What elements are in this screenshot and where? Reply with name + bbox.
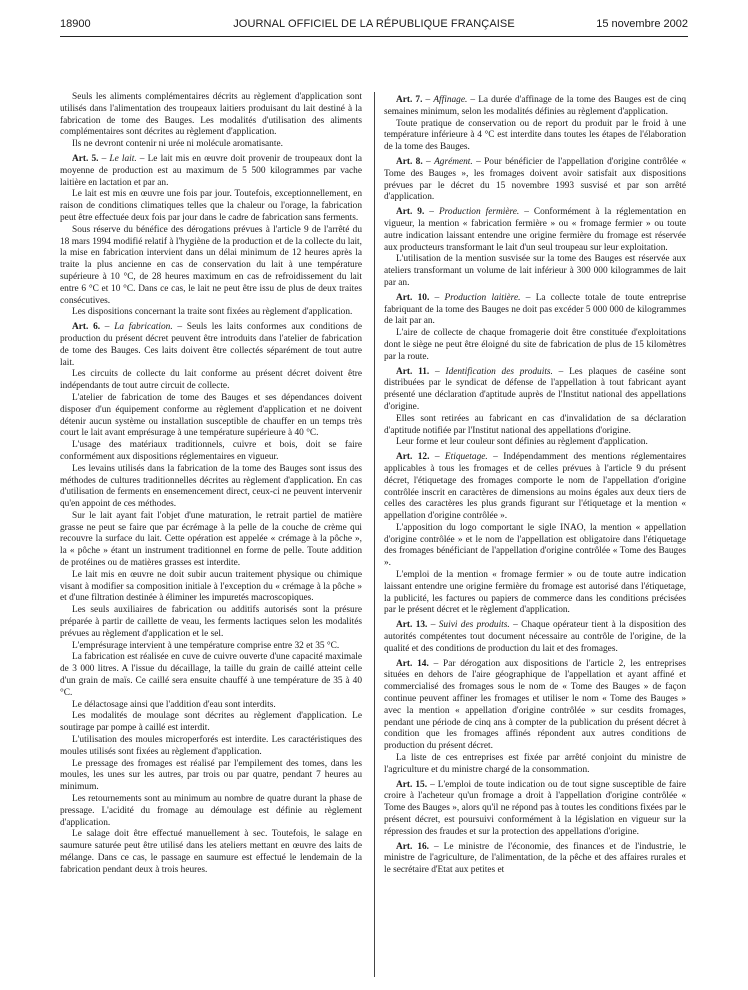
- article-title: Affinage.: [433, 95, 468, 105]
- paragraph-text: Sur le lait ayant fait l'objet d'une maturation, le retrait partiel de matière grasse ne peut se faire que par écrémage à la pelle de la couche de crème qui recouvre la surface du lait. Cette opération est appelée « crémage à la pôche », la « pôche » étant un instrument traditionnel en forme de pelle. Toute addition de protéines ou de matières grasses est interdite.: [60, 510, 362, 569]
- paragraph-text: L'emploi de la mention « fromage fermier » ou de toute autre indication laissant entendre une origine fermière du fromage est autorisé dans l'étiquetage, la publicité, les factures ou papiers de commerce dans les conditions précisées par le présent décret et le règlement d'application.: [384, 570, 686, 616]
- article-paragraph: Art. 11. – Identification des produits. – Les plaques de caséine sont distribuées par le syndicat de défense de l'appellation à tout fabricant ayant présenté une déclaration d'aptitude auprès de l'Institut national des appellations d'origine.: [384, 366, 687, 412]
- paragraph-text: Le lait mis en œuvre doit provenir de troupeaux dont la moyenne de production est au maximum de 5 500 kilogrammes par vache laitière en lactation et par an.: [60, 153, 363, 188]
- paragraph: [384, 570, 686, 617]
- paragraph-text: L'utilisation des moules microperforés est interdite. Les caractéristiques des moules utilisés sont fixées au règlement d'application.: [60, 735, 362, 757]
- paragraph: [60, 369, 362, 393]
- article-label: Art. 9.: [396, 207, 425, 218]
- article-paragraph: Art. 6. – La fabrication. – Seuls les laits conformes aux conditions de production du présent décret peuvent être introduits dans l'atelier de fabrication de tome des Bauges. Ces laits doivent être collectés séparément de tout autre lait.: [60, 322, 363, 368]
- paragraph: [384, 523, 686, 570]
- paragraph: [60, 641, 362, 653]
- article-label: Art. 6.: [72, 322, 101, 333]
- paragraph: [384, 437, 686, 449]
- paragraph-text: L'emprésurage intervient à une température comprise entre 32 et 35 °C.: [72, 640, 340, 651]
- paragraph: [60, 759, 362, 794]
- article-label: Art. 5.: [72, 153, 99, 164]
- article-paragraph: Art. 13. – Suivi des produits. – Chaque opérateur tient à la disposition des autorités compétentes tout document nécessaire au contrôle de l'origine, de la qualité et des conditions de production du lait et des fromages.: [384, 620, 686, 654]
- page-header: [60, 8, 688, 28]
- article-label: Art. 14.: [396, 658, 429, 669]
- article-title: La fabrication.: [114, 322, 173, 333]
- page-number: 18900: [60, 18, 91, 30]
- article-title: Production laitière.: [444, 292, 521, 303]
- article-paragraph: Art. 5. – Le lait. – Le lait mis en œuvre doit provenir de troupeaux dont la moyenne de production est au maximum de 5 500 kilogrammes par vache laitière en lactation et par an.: [60, 153, 363, 188]
- paragraph-text: Indépendamment des mentions réglementaires applicables à tous les fromages et de celles prévues à l'article 9 du présent décret, l'étiquetage des fromages comporte le nom de l'appellation d'origine contrôlée inscrit en caractères de dimensions au moins égales aux deux tiers de celles des caractères les plus grands figurant sur l'étiquetage et la mention « appellation d'origine contrôlée ».: [384, 452, 687, 522]
- paragraph: [384, 119, 686, 154]
- paragraph-text: La collecte totale de toute entreprise fabriquant de la tome des Bauges ne doit pas excéder 5 000 000 de kilogrammes de lait par an.: [384, 292, 687, 327]
- article-title: Production fermière.: [438, 207, 520, 218]
- journal-title: JOURNAL OFFICIEL DE LA RÉPUBLIQUE FRANÇAISE: [233, 18, 515, 30]
- article-paragraph: Art. 12. – Etiquetage. – Indépendamment des mentions réglementaires applicables à tous les fromages et de celles prévues à l'article 9 du présent décret, l'étiquetage des fromages comporte le nom de l'appellation d'origine contrôlée inscrit en caractères de dimensions au moins égales aux deux tiers de celles des caractères les plus grands figurant sur l'étiquetage et la mention « appellation d'origine contrôlée ».: [384, 452, 687, 522]
- paragraph-text: Ils ne devront contenir ni urée ni molécule aromatisante.: [72, 139, 283, 150]
- paragraph-text: Les levains utilisés dans la fabrication de la tome des Bauges sont issus des méthodes de cultures traditionnelles décrites au règlement d'application. En cas d'utilisation de ferments en ensemencement direct, ceux-ci ne peuvent intervenir qu'en appoint de ces méthodes.: [60, 463, 362, 510]
- article-paragraph: Art. 14. – Par dérogation aux dispositions de l'article 2, les entreprises situées en dehors de l'aire géographique de l'appellation et ayant affiné et commercialisé des fromages sous le nom de « Tome des Bauges » de façon continue peuvent affiner les fromages et utiliser le nom « Tome des Bauges » avec la mention « appellation d'origine contrôlée » sur cesdits fromages, pendant une période de cinq ans à compter de la publication du présent décret à condition que les fromages affinés répondent aux autres conditions de production du présent décret.: [384, 658, 687, 752]
- paragraph-text: La durée d'affinage de la tome des Bauges est de cinq semaines minimum, selon les modalités définies au règlement d'application.: [384, 95, 687, 117]
- paragraph-text: Pour bénéficier de l'appellation d'origine contrôlée « Tome des Bauges », les fromages doivent avoir satisfait aux dispositions prévues par le décret du 15 novembre 1993 susvisé et par son arrêté d'application.: [384, 156, 687, 203]
- paragraph: [384, 414, 686, 438]
- article-title: Identification des produits.: [445, 366, 553, 377]
- paragraph-text: Conformément à la réglementation en vigueur, la mention « fabrication fermière » ou « fromage fermier » ou toute autre indication laissant entendre une origine fermière du fromage est réservée aux producteurs transformant le lait d'un seul troupeau sur leur exploitation.: [384, 207, 687, 253]
- paragraph-text: Par dérogation aux dispositions de l'article 2, les entreprises situées en dehors de l'aire géographique de l'appellation et ayant affiné et commercialisé des fromages sous le nom de « Tome des Bauges » de façon continue peuvent affiner les fromages et utiliser le nom « Tome des Bauges » avec la mention « appellation d'origine contrôlée » sur cesdits fromages, pendant une période de cinq ans à compter de la publication du présent décret à condition que les fromages affinés répondent aux autres conditions de production du présent décret.: [384, 658, 687, 752]
- paragraph: [384, 328, 686, 363]
- paragraph: [60, 307, 362, 319]
- article-label: Art. 15.: [396, 779, 428, 790]
- paragraph: [60, 440, 362, 464]
- article-paragraph: Art. 16. – Le ministre de l'économie, des finances et de l'industrie, le ministre de l'agriculture, de l'alimentation, de la pêche et des affaires rurales et le secrétaire d'Etat aux petites et: [384, 841, 687, 876]
- paragraph-text: Seuls les laits conformes aux conditions de production du présent décret peuvent être introduits dans l'atelier de fabrication de tome des Bauges. Ces laits doivent être collectés séparément de tout autre lait.: [60, 322, 363, 368]
- paragraph-text: Le lait mis en œuvre ne doit subir aucun traitement physique ou chimique visant à modifier sa composition initiale à l'exception du « crémage à la pôche » et d'une filtration destinée à éliminer les impuretés macroscopiques.: [60, 569, 362, 604]
- article-label: Art. 10.: [396, 292, 430, 303]
- paragraph-text: Le salage doit être effectué manuellement à sec. Toutefois, le salage en saumure saturée peut être utilisé dans les ateliers mettant en œuvre des laits de mélange. Dans ce cas, le passage en saumure est effectué le lendemain de la fabrication pendant deux à trois heures.: [60, 829, 362, 875]
- paragraph-text: L'atelier de fabrication de tome des Bauges et ses dépendances doivent disposer d'un équipement conforme au règlement d'application et ne doivent détenir aucun système ou installation susceptible de chauffer en un temps très court le lait avant emprésurage à une température supérieure à 40 °C.: [60, 392, 362, 439]
- paragraph: [60, 829, 362, 876]
- right-column: [384, 92, 686, 877]
- paragraph-text: Chaque opérateur tient à la disposition des autorités compétentes tout document nécessaire au contrôle de l'origine, de la qualité et des conditions de production du lait et des fromages.: [384, 620, 686, 654]
- paragraph-text: Les plaques de caséine sont distribuées par le syndicat de défense de l'appellation à tout fabricant ayant présenté une déclaration d'aptitude auprès de l'Institut national des appellations d'origine.: [384, 366, 687, 412]
- article-label: Art. 16.: [396, 841, 430, 852]
- paragraph: [60, 139, 362, 151]
- header-rule: [60, 36, 688, 37]
- article-title: Le lait.: [109, 153, 137, 164]
- paragraph-text: Les seuls auxiliaires de fabrication ou additifs autorisés sont la présure préparée à partir de caillette de veau, les ferments lactiques selon les modalités prévues au règlement d'application et le sel.: [60, 605, 362, 639]
- paragraph-text: Les modalités de moulage sont décrites au règlement d'application. Le soutirage par pompe à caillé est interdit.: [60, 711, 362, 734]
- paragraph: [60, 652, 362, 699]
- column-divider: [374, 92, 375, 977]
- article-paragraph: Art. 10. – Production laitière. – La collecte totale de toute entreprise fabriquant de la tome des Bauges ne doit pas excéder 5 000 000 de kilogrammes de lait par an.: [384, 292, 687, 327]
- paragraph-text: Seuls les aliments complémentaires décrits au règlement d'application sont utilisés dans l'alimentation des troupeaux laitiers produisant du lait destiné à la fabrication de tome des Bauges. Les modalités d'utilisation des aliments complémentaires sont décrites au règlement d'application.: [60, 92, 362, 138]
- paragraph: [60, 464, 362, 511]
- article-label: Art. 11.: [396, 366, 430, 377]
- paragraph-text: L'utilisation de la mention susvisée sur la tome des Bauges est réservée aux ateliers transformant un volume de lait inférieur à 300 000 kilogrammes de lait par an.: [384, 254, 686, 288]
- paragraph: [60, 570, 362, 605]
- paragraph-text: Le lait est mis en œuvre une fois par jour. Toutefois, exceptionnellement, en raison de conditions climatiques telles que la chaleur ou l'orage, la fabrication peut être effectuée deux fois par jour dans le cadre de fabrication sans ferments.: [60, 189, 362, 223]
- paragraph-text: Le ministre de l'économie, des finances et de l'industrie, le ministre de l'agriculture, de l'alimentation, de la pêche et des affaires rurales et le secrétaire d'Etat aux petites et: [384, 841, 687, 876]
- paragraph: [60, 794, 362, 829]
- paragraph-text: Les retournements sont au minimum au nombre de quatre durant la phase de pressage. L'acidité du fromage au démoulage est définie au règlement d'application.: [60, 794, 362, 828]
- paragraph: [60, 605, 362, 640]
- article-title: Agrément.: [434, 156, 473, 167]
- paragraph: [60, 189, 362, 224]
- paragraph-text: Le pressage des fromages est réalisé par l'empilement des tomes, dans les moules, les unes sur les autres, par trois ou par quatre, pendant 7 heures au minimum.: [60, 758, 362, 793]
- article-label: Art. 12.: [396, 452, 430, 463]
- article-title: Etiquetage.: [444, 452, 488, 463]
- paragraph-text: Leur forme et leur couleur sont définies au règlement d'application.: [396, 437, 648, 448]
- paragraph-text: Sous réserve du bénéfice des dérogations prévues à l'article 9 de l'arrêté du 18 mars 1994 modifié relatif à l'hygiène de la production et de la collecte du lait, la mise en fabrication intervient dans un délai minimum de 12 heures après la traite la plus ancienne en cas de conservation du lait à une température supérieure à 10 °C, de 28 heures maximum en cas de refroidissement du lait entre 6 °C et 10 °C. Dans ce cas, le lait ne peut être issu de plus de deux traites consécutives.: [60, 224, 362, 306]
- paragraph-text: Le délactosage ainsi que l'addition d'eau sont interdits.: [72, 699, 276, 710]
- paragraph-text: L'apposition du logo comportant le sigle INAO, la mention « appellation d'origine contrôlée » et le nom de l'appellation est obligatoire dans l'étiquetage des fromages bénéficiant de l'appellation d'origine contrôlée « Tome des Bauges ».: [384, 522, 686, 569]
- paragraph: [60, 735, 362, 759]
- paragraph-text: L'usage des matériaux traditionnels, cuivre et bois, doit se faire conformément aux dispositions réglementaires en vigueur.: [60, 440, 362, 462]
- paragraph: [60, 711, 362, 735]
- article-paragraph: Art. 15. – L'emploi de toute indication ou de tout signe susceptible de faire croire à l'acheteur qu'un fromage a droit à l'appellation d'origine contrôlée « Tome des Bauges », alors qu'il ne répond pas à toutes les conditions fixées par le présent décret, est poursuivi conformément à la législation en vigueur sur la répression des fraudes et sur la protection des appellations d'origine.: [384, 779, 687, 837]
- article-paragraph: Art. 8. – Agrément. – Pour bénéficier de l'appellation d'origine contrôlée « Tome des Bauges », les fromages doivent avoir satisfait aux dispositions prévues par le décret du 15 novembre 1993 susvisé et par son arrêté d'application.: [384, 156, 687, 203]
- paragraph: [60, 511, 362, 570]
- paragraph: [60, 700, 362, 712]
- paragraph-text: Elles sont retirées au fabricant en cas d'invalidation de sa déclaration d'aptitude notifiée par l'Institut national des appellations d'origine.: [384, 413, 686, 436]
- article-label: Art. 8.: [396, 156, 423, 167]
- paragraph: [60, 225, 362, 308]
- paragraph-text: La liste de ces entreprises est fixée par arrêté conjoint du ministre de l'agriculture et du ministre chargé de la consommation.: [384, 753, 686, 775]
- article-label: Art. 7.: [396, 95, 423, 105]
- article-paragraph: Art. 7. – Affinage. – La durée d'affinage de la tome des Bauges est de cinq semaines minimum, selon les modalités définies au règlement d'application.: [384, 95, 687, 117]
- article-label: Art. 13.: [396, 620, 428, 631]
- paragraph: [384, 753, 686, 777]
- paragraph-text: La fabrication est réalisée en cuve de cuivre ouverte d'une capacité maximale de 3 000 litres. A l'issue du décaillage, la taille du grain de caillé atteint celle d'un grain de maïs. Ce caillé sera ensuite chauffé à une température de 35 à 40 °C.: [60, 652, 362, 698]
- paragraph: [384, 254, 686, 289]
- paragraph-text: L'emploi de toute indication ou de tout signe susceptible de faire croire à l'acheteur qu'un fromage a droit à l'appellation d'origine contrôlée « Tome des Bauges », alors qu'il ne répond pas à toutes les conditions fixées par le présent décret, est poursuivi conformément à la législation en vigueur sur la répression des fraudes et sur la protection des appellations d'origine.: [384, 779, 687, 837]
- article-title: Suivi des produits.: [438, 620, 510, 631]
- paragraph-text: L'aire de collecte de chaque fromagerie doit être constituée d'exploitations dont le siège ne peut être éloigné du site de fabrication de plus de 15 kilomètres par la route.: [384, 328, 686, 362]
- paragraph: [60, 393, 362, 440]
- left-column: [60, 92, 362, 877]
- paragraph-text: Les circuits de collecte du lait conforme au présent décret doivent être indépendants de tout autre circuit de collecte.: [60, 369, 362, 392]
- paragraph: [60, 92, 362, 139]
- publication-date: 15 novembre 2002: [596, 18, 688, 30]
- paragraph-text: Toute pratique de conservation ou de report du produit par le froid à une température inférieure à 4 °C est interdite dans toutes les étapes de l'élaboration de la tome des Bauges.: [384, 118, 686, 153]
- paragraph-text: Les dispositions concernant la traite sont fixées au règlement d'application.: [72, 307, 353, 318]
- article-paragraph: Art. 9. – Production fermière. – Conformément à la réglementation en vigueur, la mention « fabrication fermière » ou « fromage fermier » ou toute autre indication laissant entendre une origine fermière du fromage est réservée aux producteurs transformant le lait d'un seul troupeau sur leur exploitation.: [384, 207, 687, 253]
